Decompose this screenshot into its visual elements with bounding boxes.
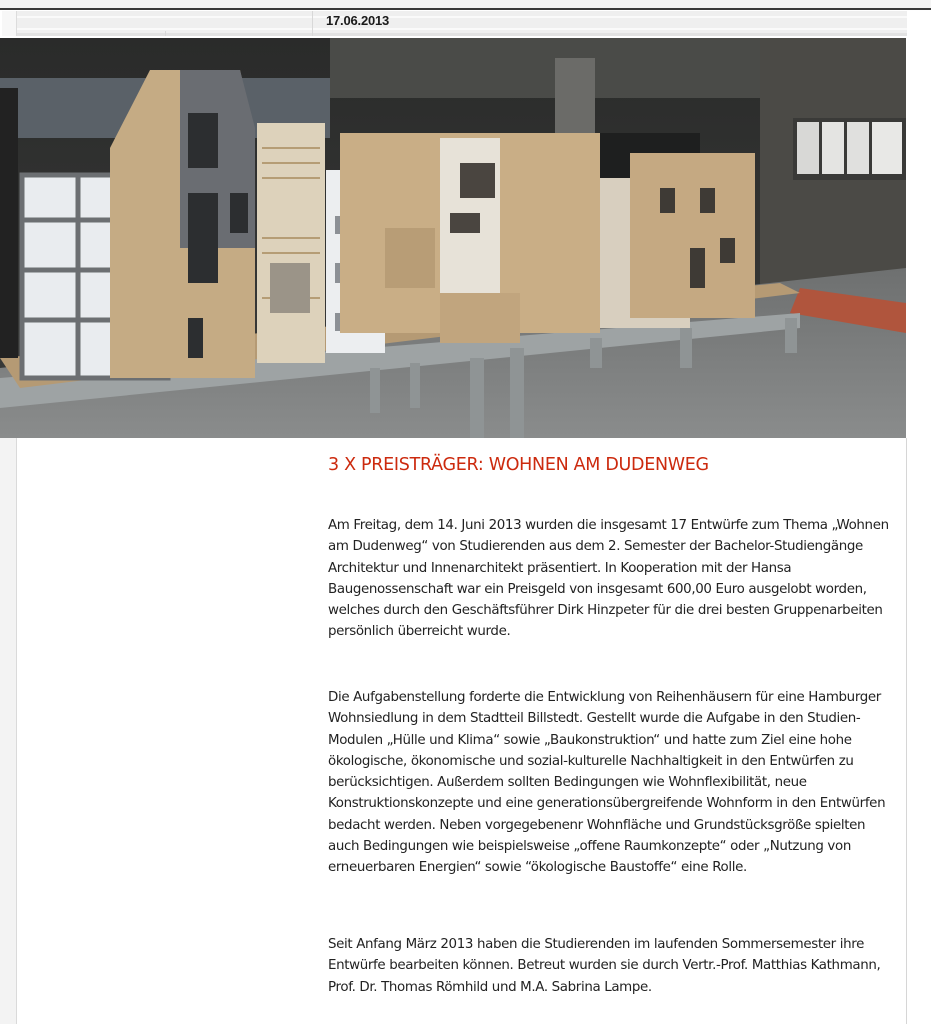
article-date: 17.06.2013 xyxy=(326,13,390,28)
article-paragraph: Am Freitag, dem 14. Juni 2013 wurden die insgesamt 17 Entwürfe zum Thema „Wohnen am Dudenweg“ von Studierenden aus dem 2. Semester der Bachelor-Studiengänge Architektur und Innenarchitekt präsentiert. In Kooperation mit der Hansa Baugenossenschaft war ein Preisgeld von insgesamt 600,00 Euro ausgelobt worden, welches durch den Geschäftsführer Dirk Hinzpeter für die drei besten Gruppenarbeiten persönlich überreicht wurde. xyxy=(328,518,889,640)
date-bar xyxy=(2,11,907,36)
article-photo xyxy=(0,38,906,438)
article-title: 3 X PREISTRÄGER: WOHNEN AM DUDENWEG xyxy=(328,455,709,475)
date-bar-gutter xyxy=(2,11,17,36)
date-bar-stripe xyxy=(17,33,907,36)
article-paragraph: Seit Anfang März 2013 haben die Studierenden im laufenden Sommersemester ihre Entwürfe bearbeiten können. Betreut wurden sie durch Vertr.-Prof. Matthias Kathmann, Prof. Dr. Thomas Römhild und M.A. Sabrina Lampe. xyxy=(328,937,881,995)
page-gutter xyxy=(0,438,16,1024)
date-bar-stripe xyxy=(17,16,907,18)
architecture-models-photo xyxy=(0,38,906,438)
date-bar-separator xyxy=(312,11,313,36)
top-divider xyxy=(0,8,931,10)
browser-top-strip xyxy=(0,0,931,8)
date-bar-separator xyxy=(165,31,166,36)
article-paragraph: Die Aufgabenstellung forderte die Entwicklung von Reihenhäusern für eine Hamburger Wohnsiedlung in dem Stadtteil Billstedt. Gestellt wurde die Aufgabe in den Studien-Modulen „Hülle und Klima“ sowie „Baukonstruktion“ und hatte zum Ziel eine hohe ökologische, ökonomische und sozial-kulturelle Nachhaltigkeit in den Entwürfen zu berücksichtigen. Außerdem sollten Bedingungen wie Wohnflexibilität, neue Konstruktionskonzepte und eine generationsübergreifende Wohnform in den Entwürfen bedacht werden. Neben vorgegebenenr Wohnfläche und Grundstücksgröße spielten auch Bedingungen wie beispielsweise „offene Raumkonzepte“ oder „Nutzung von erneuerbaren Energien“ sowie “ökologische Baustoffe“ eine Rolle. xyxy=(328,690,886,876)
left-sidebar xyxy=(16,438,314,1024)
date-bar-stripe xyxy=(17,28,907,30)
